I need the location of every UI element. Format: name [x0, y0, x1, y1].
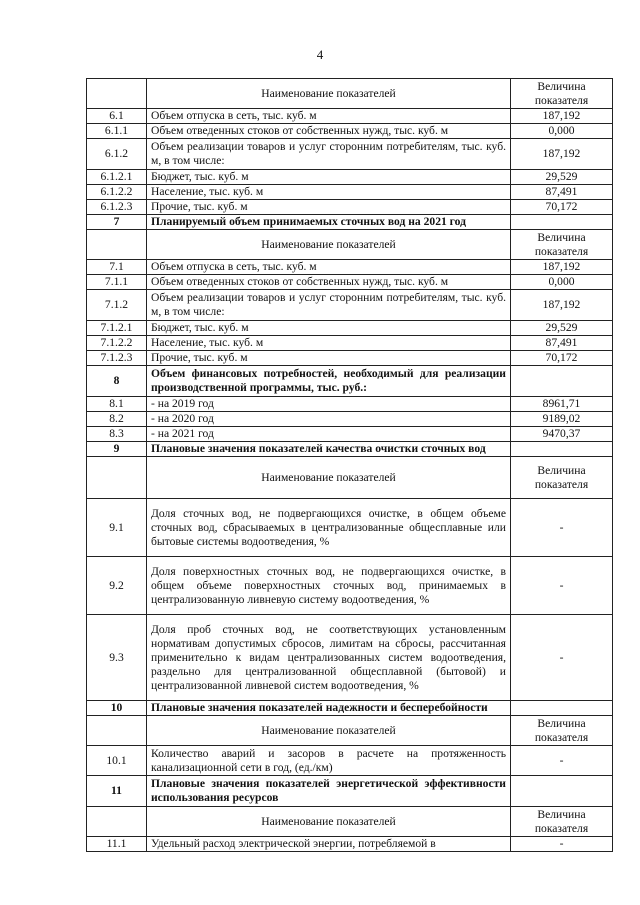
indicator-name: Бюджет, тыс. куб. м: [147, 321, 511, 336]
indicator-name: - на 2019 год: [147, 397, 511, 412]
row-number-cell: 7.1: [87, 260, 147, 275]
row-number-cell: 8: [87, 366, 147, 397]
row-number-cell: 8.2: [87, 412, 147, 427]
indicator-value: 87,491: [511, 185, 613, 200]
row-number-cell: 6.1.2.1: [87, 170, 147, 185]
column-header-value: Величина показателя: [511, 79, 613, 109]
indicator-name: Количество аварий и засоров в расчете на протяженность канализационной сети в год, (ед./км): [147, 746, 511, 776]
indicator-value: 29,529: [511, 170, 613, 185]
indicator-name: Объем отведенных стоков от собственных нужд, тыс. куб. м: [147, 124, 511, 139]
table-row: [87, 275, 613, 290]
indicator-value: [511, 215, 613, 230]
section-row: [87, 366, 613, 397]
table-row: [87, 290, 613, 321]
table-row: [87, 412, 613, 427]
indicator-name: Объем реализации товаров и услуг сторонним потребителям, тыс. куб. м, в том числе:: [147, 290, 511, 321]
table-row: [87, 351, 613, 366]
indicator-value: 9189,02: [511, 412, 613, 427]
section-title: Плановые значения показателей качества очистки сточных вод: [147, 442, 511, 457]
column-header-name: Наименование показателей: [147, 457, 511, 499]
section-row: [87, 701, 613, 716]
indicator-name: Население, тыс. куб. м: [147, 336, 511, 351]
table-row: [87, 170, 613, 185]
table-row: [87, 321, 613, 336]
row-number-cell: 10.1: [87, 746, 147, 776]
table-row: [87, 336, 613, 351]
indicator-name: Объем отпуска в сеть, тыс. куб. м: [147, 109, 511, 124]
indicator-value: 187,192: [511, 260, 613, 275]
row-number-cell: 6.1.2: [87, 139, 147, 170]
indicator-value: -: [511, 746, 613, 776]
row-number-cell: 11: [87, 776, 147, 807]
indicator-value: [511, 366, 613, 397]
row-number-cell: 9.2: [87, 557, 147, 615]
column-header-name: Наименование показателей: [147, 716, 511, 746]
row-number-cell: 6.1: [87, 109, 147, 124]
row-number-cell: 11.1: [87, 837, 147, 852]
indicator-name: - на 2020 год: [147, 412, 511, 427]
row-number-cell: [87, 230, 147, 260]
row-number-cell: 6.1.2.2: [87, 185, 147, 200]
indicator-value: -: [511, 557, 613, 615]
column-header-row: [87, 230, 613, 260]
column-header-name: Наименование показателей: [147, 807, 511, 837]
row-number-cell: [87, 457, 147, 499]
indicator-value: [511, 701, 613, 716]
section-row: [87, 215, 613, 230]
table-row: [87, 615, 613, 701]
row-number-cell: [87, 79, 147, 109]
indicator-name: Удельный расход электрической энергии, потребляемой в: [147, 837, 511, 852]
indicator-value: 9470,37: [511, 427, 613, 442]
table-row: [87, 397, 613, 412]
indicator-value: [511, 442, 613, 457]
table-row: [87, 124, 613, 139]
column-header-row: [87, 457, 613, 499]
section-title: Плановые значения показателей надежности и бесперебойности: [147, 701, 511, 716]
indicator-value: 87,491: [511, 336, 613, 351]
row-number-cell: [87, 716, 147, 746]
indicator-value: -: [511, 837, 613, 852]
indicator-name: Прочие, тыс. куб. м: [147, 351, 511, 366]
table-row: [87, 185, 613, 200]
indicator-value: 187,192: [511, 139, 613, 170]
table-row: [87, 109, 613, 124]
section-title: Плановые значения показателей энергетической эффективности использования ресурсов: [147, 776, 511, 807]
table-row: [87, 557, 613, 615]
section-title: Объем финансовых потребностей, необходимый для реализации производственной программы, тыс. руб.:: [147, 366, 511, 397]
column-header-value: Величина показателя: [511, 716, 613, 746]
row-number-cell: 7.1.2: [87, 290, 147, 321]
column-header-value: Величина показателя: [511, 807, 613, 837]
indicator-value: -: [511, 499, 613, 557]
row-number-cell: 7: [87, 215, 147, 230]
table-row: [87, 260, 613, 275]
indicator-value: 29,529: [511, 321, 613, 336]
indicators-table-body: [87, 79, 613, 852]
row-number-cell: 8.1: [87, 397, 147, 412]
table-row: [87, 746, 613, 776]
indicator-name: Бюджет, тыс. куб. м: [147, 170, 511, 185]
indicator-value: [511, 776, 613, 807]
column-header-value: Величина показателя: [511, 230, 613, 260]
row-number-cell: 6.1.1: [87, 124, 147, 139]
row-number-cell: 7.1.1: [87, 275, 147, 290]
indicator-value: 70,172: [511, 200, 613, 215]
column-header-row: [87, 807, 613, 837]
table-row: [87, 837, 613, 852]
column-header-row: [87, 716, 613, 746]
indicator-value: 8961,71: [511, 397, 613, 412]
column-header-name: Наименование показателей: [147, 230, 511, 260]
indicator-name: Доля проб сточных вод, не соответствующих установленным нормативам допустимых сбросов, лимитам на сбросы, рассчитанная применительно к видам централизованных систем водоотведения, раздельно для централизованной общесплавной (бытовой) и централизованной ливневой систем водоотведения, %: [147, 615, 511, 701]
indicator-name: - на 2021 год: [147, 427, 511, 442]
indicator-name: Объем отведенных стоков от собственных нужд, тыс. куб. м: [147, 275, 511, 290]
indicator-value: 0,000: [511, 124, 613, 139]
row-number-cell: [87, 807, 147, 837]
indicator-value: 187,192: [511, 290, 613, 321]
row-number-cell: 9: [87, 442, 147, 457]
row-number-cell: 7.1.2.3: [87, 351, 147, 366]
indicator-name: Население, тыс. куб. м: [147, 185, 511, 200]
indicator-name: Доля поверхностных сточных вод, не подвергающихся очистке, в общем объеме поверхностных сточных вод, принимаемых в централизованную ливневую систему водоотведения, %: [147, 557, 511, 615]
indicator-value: -: [511, 615, 613, 701]
page-number: 4: [316, 47, 324, 62]
indicator-name: Прочие, тыс. куб. м: [147, 200, 511, 215]
table-row: [87, 139, 613, 170]
indicator-name: Объем отпуска в сеть, тыс. куб. м: [147, 260, 511, 275]
indicator-value: 0,000: [511, 275, 613, 290]
indicator-name: Доля сточных вод, не подвергающихся очистке, в общем объеме сточных вод, сбрасываемых в централизованные общесплавные или бытовые системы водоотведения, %: [147, 499, 511, 557]
table-row: [87, 427, 613, 442]
row-number-cell: 7.1.2.1: [87, 321, 147, 336]
column-header-row: [87, 79, 613, 109]
row-number-cell: 9.3: [87, 615, 147, 701]
column-header-name: Наименование показателей: [147, 79, 511, 109]
indicator-value: 70,172: [511, 351, 613, 366]
row-number-cell: 7.1.2.2: [87, 336, 147, 351]
section-row: [87, 776, 613, 807]
indicators-table: [86, 78, 613, 852]
row-number-cell: 8.3: [87, 427, 147, 442]
column-header-value: Величина показателя: [511, 457, 613, 499]
row-number-cell: 10: [87, 701, 147, 716]
indicator-name: Объем реализации товаров и услуг сторонним потребителям, тыс. куб. м, в том числе:: [147, 139, 511, 170]
row-number-cell: 6.1.2.3: [87, 200, 147, 215]
section-title: Планируемый объем принимаемых сточных вод на 2021 год: [147, 215, 511, 230]
section-row: [87, 442, 613, 457]
table-row: [87, 200, 613, 215]
indicator-value: 187,192: [511, 109, 613, 124]
row-number-cell: 9.1: [87, 499, 147, 557]
table-row: [87, 499, 613, 557]
